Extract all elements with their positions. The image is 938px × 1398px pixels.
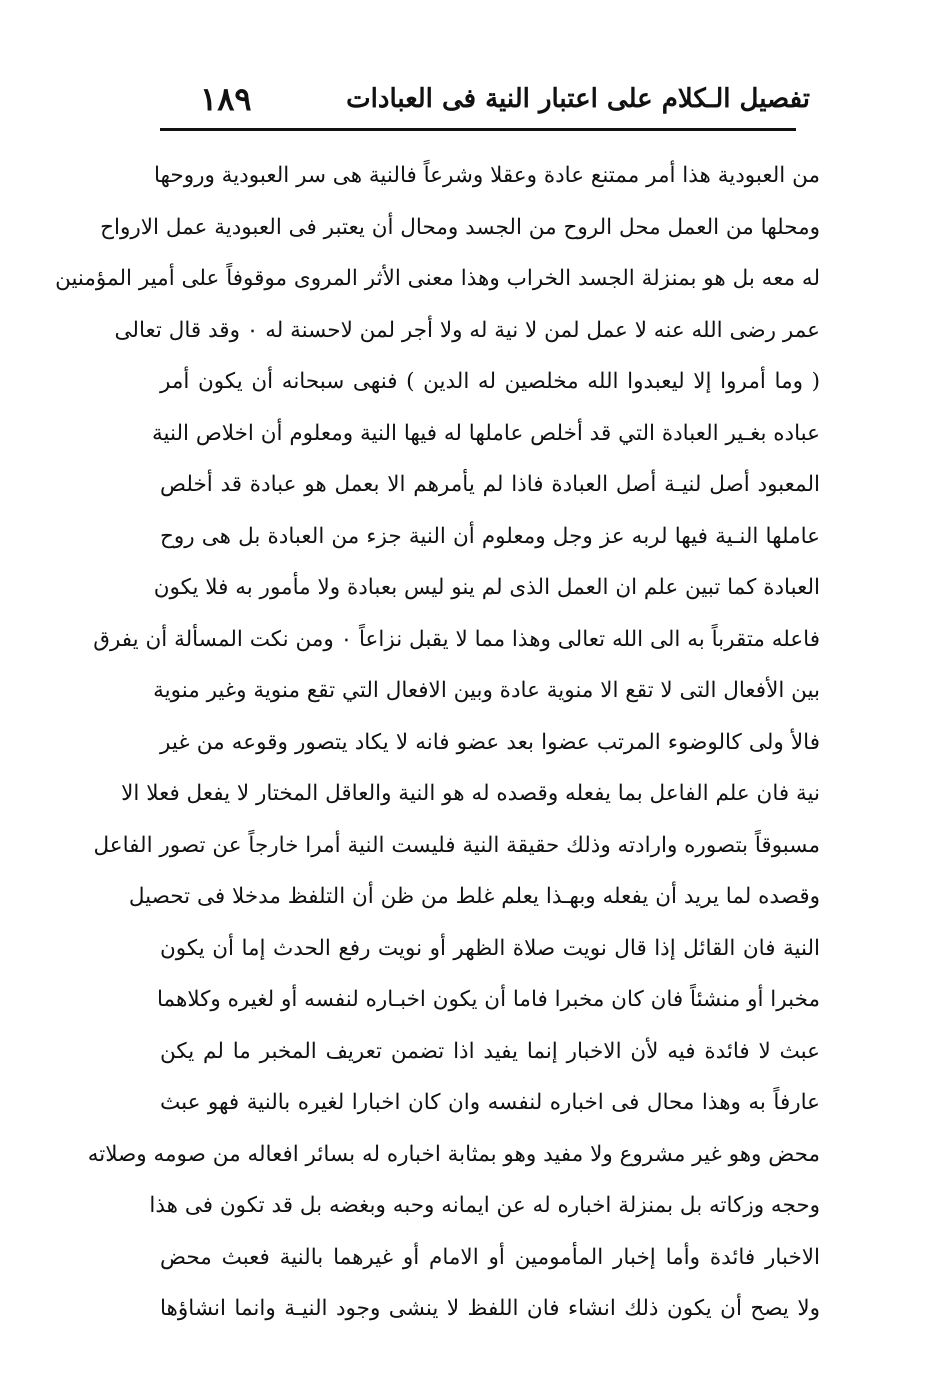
page-header — [160, 80, 830, 124]
text-line: المعبود أصل لنيـة أصل العبادة فاذا لم يأمرهم الا بعمل هو عبادة قد أخلص — [160, 472, 820, 497]
text-line: مخبرا أو منشئاً فان كان مخبرا فاما أن يكون اخبـاره لنفسه أو لغيره وكلاهما — [157, 987, 820, 1012]
text-line: الاخبار فائدة وأما إخبار المأمومين أو الامام أو غيرهما بالنية فعبث محض — [160, 1244, 820, 1270]
text-line: نية فان علم الفاعل بما يفعله وقصده له هو النية والعاقل المختار لا يفعل فعلا الا — [121, 781, 820, 806]
header-rule — [160, 128, 796, 131]
text-line: ولا يصح أن يكون ذلك انشاء فان اللفظ لا ينشى وجود النيـة وانما انشاؤها — [160, 1296, 820, 1321]
text-line: فاعله متقرباً به الى الله تعالى وهذا مما لا يقبل نزاعاً ٠ ومن نكت المسألة أن يفرق — [93, 626, 820, 652]
text-line: له معه بل هو بمنزلة الجسد الخراب وهذا معنى الأثر المروى موقوفاً على أمير المؤمنين — [55, 266, 820, 291]
text-line: من العبودية هذا أمر ممتنع عادة وعقلا وشرعاً فالنية هى سر العبودية وروحها — [153, 163, 820, 188]
text-line: بين الأفعال التى لا تقع الا منوية عادة وبين الافعال التي تقع منوية وغير منوية — [153, 678, 820, 703]
text-line: عباده بغـير العبادة التي قد أخلص عاملها له فيها النية ومعلوم أن اخلاص النية — [151, 420, 820, 446]
page-number: ١٨٩ — [200, 80, 252, 118]
text-line: فالأ ولى كالوضوء المرتب عضوا بعد عضو فانه لا يكاد يتصور وقوعه من غير — [160, 729, 820, 755]
text-line: مسبوقاً بتصوره وارادته وذلك حقيقة النية فليست النية أمرا خارجاً عن تصور الفاعل — [93, 832, 820, 858]
text-line: عارفاً به وهذا محال فى اخباره لنفسه وان كان اخبارا لغيره بالنية فهو عبث — [160, 1090, 820, 1115]
running-title: تفصيل الـكلام على اعتبار النية فى العبادات — [346, 84, 810, 114]
text-line: النية فان القائل إذا قال نويت صلاة الظهر أو نويت رفع الحدث إما أن يكون — [160, 935, 820, 961]
text-line: عبث لا فائدة فيه لأن الاخبار إنما يفيد اذا تضمن تعريف المخبر ما لم يكن — [160, 1038, 820, 1064]
body-text — [55, 150, 820, 1335]
text-line: ومحلها من العمل محل الروح من الجسد ومحال أن يعتبر فى العبودية عمل الارواح — [100, 214, 820, 240]
text-line: العبادة كما تبين علم ان العمل الذى لم ينو ليس بعبادة ولا مأمور به فلا يكون — [153, 575, 820, 600]
text-line: وحجه وزكاته بل بمنزلة اخباره له عن ايمانه وحبه وبغضه بل قد تكون فى هذا — [149, 1193, 820, 1218]
text-line: عمر رضى الله عنه لا عمل لمن لا نية له ولا أجر لمن لاحسنة له ٠ وقد قال تعالى — [114, 317, 820, 343]
text-line: محض وهو غير مشروع ولا مفيد وهو بمثابة اخباره له بسائر افعاله من صومه وصلاته — [87, 1141, 820, 1167]
text-line: عاملها النـية فيها لربه عز وجل ومعلوم أن النية جزء من العبادة بل هى روح — [160, 523, 820, 549]
text-line: ( وما أمروا إلا ليعبدوا الله مخلصين له الدين ) فنهى سبحانه أن يكون أمر — [160, 369, 820, 394]
text-line: وقصده لما يريد أن يفعله وبهـذا يعلم غلط من ظن أن التلفظ مدخلا فى تحصيل — [128, 884, 820, 909]
